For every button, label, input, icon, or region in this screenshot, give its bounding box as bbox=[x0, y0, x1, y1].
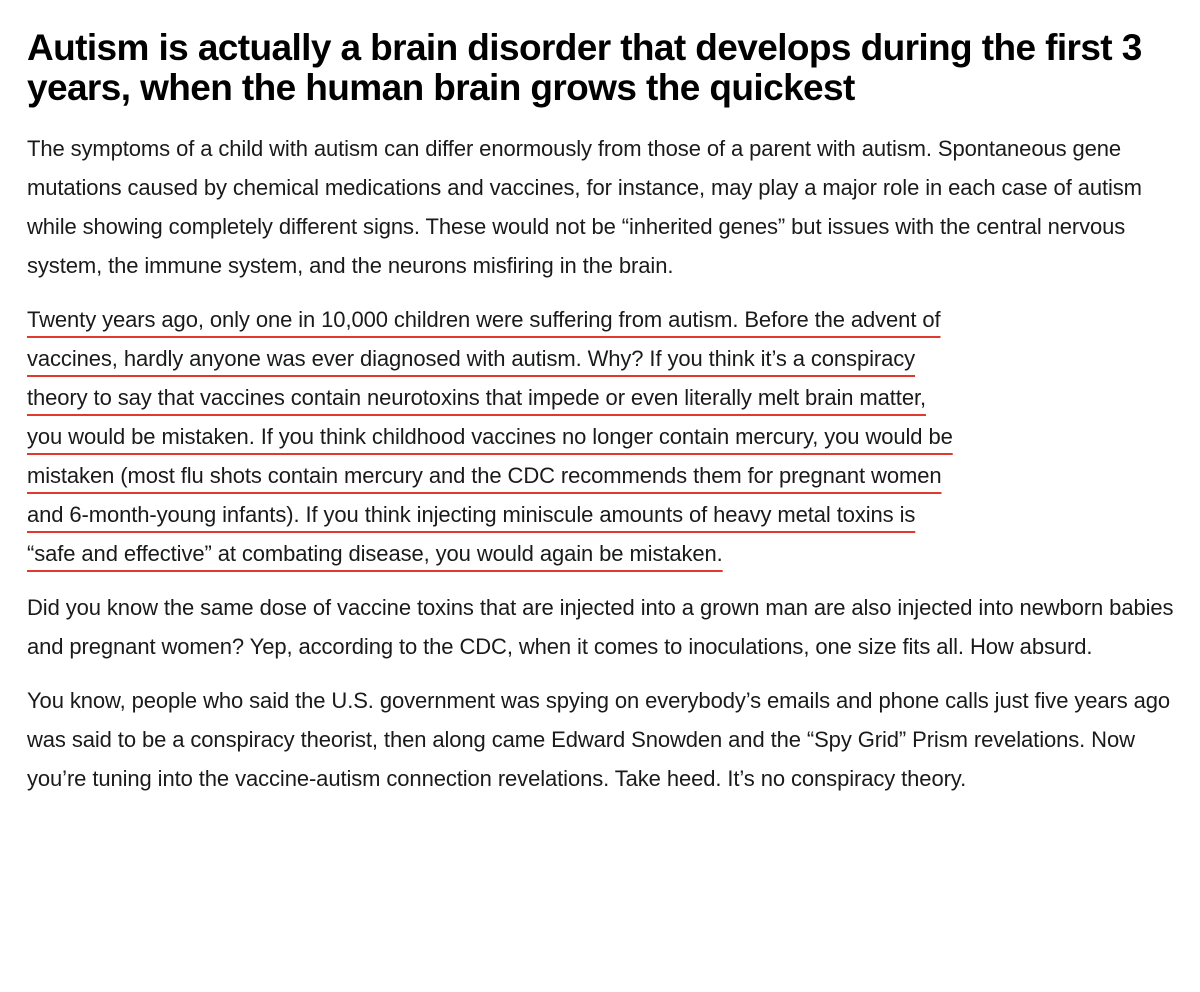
paragraph-conspiracy: You know, people who said the U.S. government was spying on everybody’s emails and phone calls just five years ago was said to be a conspiracy theorist, then along came Edward Snowden and the “Spy Grid” Prism revelations. Now you’re tuning into the vaccine-autism connection revelations. Take heed. It’s no conspiracy theory. bbox=[27, 688, 1171, 791]
underlined-line: mistaken (most flu shots contain mercury and the CDC recommends them for pregnant women bbox=[27, 463, 942, 488]
paragraph-underlined-vaccines bbox=[27, 300, 1187, 573]
article-headline: Autism is actually a brain disorder that develops during the first 3 years, when the human brain grows the quickest bbox=[27, 27, 1142, 108]
underlined-line: Twenty years ago, only one in 10,000 children were suffering from autism. Before the advent of bbox=[27, 307, 941, 332]
article bbox=[27, 28, 1187, 798]
underlined-line: theory to say that vaccines contain neurotoxins that impede or even literally melt brain matter, bbox=[27, 385, 926, 410]
underlined-line: vaccines, hardly anyone was ever diagnosed with autism. Why? If you think it’s a conspiracy bbox=[27, 346, 916, 371]
paragraph-symptoms: The symptoms of a child with autism can differ enormously from those of a parent with autism. Spontaneous gene mutations caused by chemical medications and vaccines, for instance, may play a major role in each case of autism while showing completely different signs. These would not be “inherited genes” but issues with the central nervous system, the immune system, and the neurons misfiring in the brain. bbox=[27, 136, 1142, 278]
underlined-line: and 6-month-young infants). If you think injecting miniscule amounts of heavy metal toxins is bbox=[27, 502, 916, 527]
underlined-line: you would be mistaken. If you think childhood vaccines no longer contain mercury, you would be bbox=[27, 424, 953, 449]
underlined-line: “safe and effective” at combating disease, you would again be mistaken. bbox=[27, 541, 723, 566]
paragraph-dose: Did you know the same dose of vaccine toxins that are injected into a grown man are also injected into newborn babies and pregnant women? Yep, according to the CDC, when it comes to inoculations, one size fits all. How absurd. bbox=[27, 595, 1174, 659]
